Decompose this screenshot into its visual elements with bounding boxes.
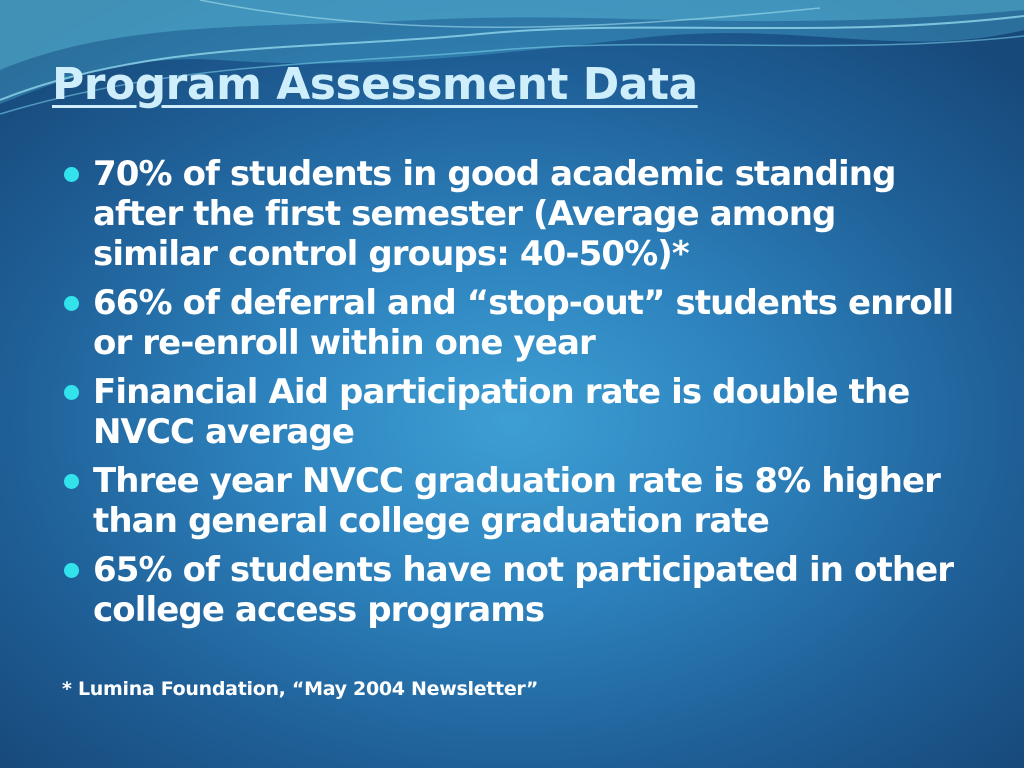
- bullet-item: [62, 283, 967, 363]
- bullet-dot-icon: [64, 563, 79, 578]
- bullet-dot-icon: [64, 167, 79, 182]
- bullet-dot-icon: [64, 474, 79, 489]
- bullet-text: Three year NVCC graduation rate is 8% higher than general college graduation rate: [93, 461, 941, 541]
- bullet-dot-icon: [64, 385, 79, 400]
- bullet-item: [62, 372, 967, 452]
- bullet-text: 66% of deferral and “stop-out” students enroll or re-enroll within one year: [93, 283, 954, 363]
- bullet-list: [62, 154, 967, 639]
- bullet-item: [62, 461, 967, 541]
- bullet-item: [62, 550, 967, 630]
- bullet-text: Financial Aid participation rate is double the NVCC average: [93, 372, 910, 452]
- bullet-item: [62, 154, 967, 274]
- slide-title: Program Assessment Data: [52, 59, 698, 110]
- footnote: * Lumina Foundation, “May 2004 Newsletter”: [62, 678, 539, 700]
- bullet-dot-icon: [64, 296, 79, 311]
- bullet-text: 70% of students in good academic standing after the first semester (Average among similar control groups: 40-50%)*: [93, 154, 896, 274]
- bullet-text: 65% of students have not participated in other college access programs: [93, 550, 954, 630]
